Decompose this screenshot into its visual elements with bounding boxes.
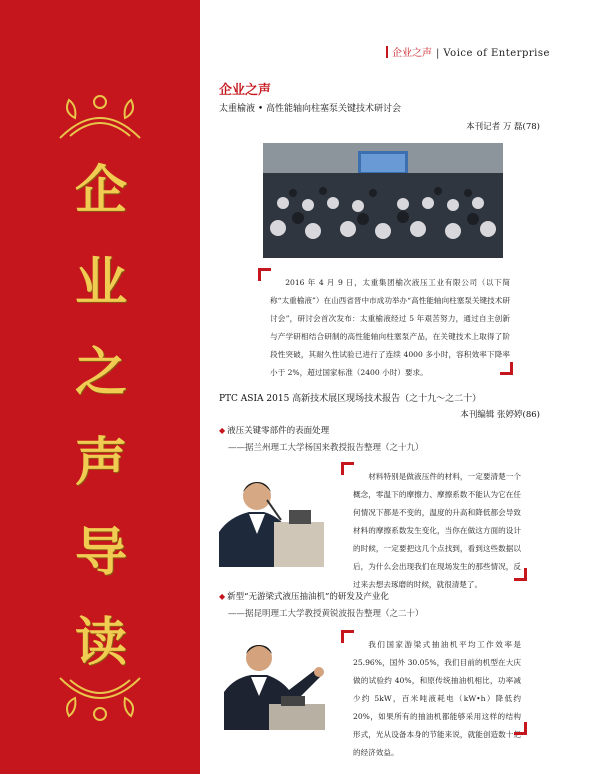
header-en: Voice of Enterprise <box>443 48 550 59</box>
item2-byline: ——据昆明理工大学教授黄锐波报告整理（之二十） <box>228 609 424 619</box>
side-banner <box>0 0 200 774</box>
item1-byline: ——据兰州理工大学杨国来教授报告整理（之十九） <box>228 443 424 453</box>
article1-byline: 本刊记者 万 磊(78) <box>466 122 540 132</box>
banner-char: 企 <box>74 160 127 221</box>
banner-char: 读 <box>74 612 127 673</box>
banner-char: 之 <box>74 342 127 403</box>
article2-byline: 本刊编辑 张婷婷(86) <box>460 410 540 420</box>
article2-title: PTC ASIA 2015 高新技术展区现场技术报告（之十九～之二十） <box>219 394 482 404</box>
diamond-icon: ◆ <box>219 426 226 435</box>
section-title: 企业之声 <box>219 83 272 98</box>
banner-char: 业 <box>74 252 127 313</box>
article1-title: 太重榆液 • 高性能轴向柱塞泵关键技术研讨会 <box>219 104 402 114</box>
banner-char: 声 <box>74 432 127 493</box>
item2-paragraph: 我们国家游梁式抽油机平均工作效率是 25.96%，国外 30.05%，我们目前的机型在大庆做的试验约 40%，和原传统抽油机相比，功率减少约 5kW，百米吨液耗电（kW•h）降低约 20%，如果所有的抽油机都能够采用这样的结构形式，光从设备本身的节能来说，就能创造数十亿的经济效益。 <box>353 640 521 757</box>
top-ornament-icon <box>55 88 145 146</box>
bottom-ornament-icon <box>55 670 145 728</box>
speaker1-photo <box>219 462 329 567</box>
article1-paragraph: 2016 年 4 月 9 日，太重集团榆次液压工业有限公司（以下简称“太重榆液”）在山西省晋中市成功举办“高性能轴向柱塞泵关键技术研讨会”，研讨会首次发布：太重榆液经过 5 年艰苦努力，通过自主创新与产学研相结合研制的高性能轴向柱塞泵产品，在关键技术上取得了阶段性突破，其耐久性试验已进行了连续 4000 多小时，容积效率下降率小于 2%，超过国家标准（2400 小时）要求。 <box>270 278 510 377</box>
speaker2-photo <box>219 630 329 730</box>
page-header: 企业之声 | Voice of Enterprise <box>386 44 550 59</box>
item1-paragraph: 材料特别是做液压件的材料，一定要清楚一个概念，零温下的摩擦力、摩擦系数不能认为它在任何情况下都是不变的，温度的升高和降低都会导致材料的摩擦系数发生变化，当你在做这方面的设计的时候，一定要把这几个点找到，看到这些数据以后，为什么会出现我们在现场发生的那些情况，反过来去想去琢磨的时候，就很清楚了。 <box>353 472 521 589</box>
conference-photo <box>263 143 503 258</box>
banner-char: 导 <box>74 522 127 583</box>
item1-title: ◆ 液压关键零部件的表面处理 <box>219 426 330 436</box>
item2-title: ◆ 新型“无游梁式液压抽油机”的研发及产业化 <box>219 592 389 602</box>
header-cn: 企业之声 <box>392 48 432 59</box>
diamond-icon: ◆ <box>219 592 226 601</box>
